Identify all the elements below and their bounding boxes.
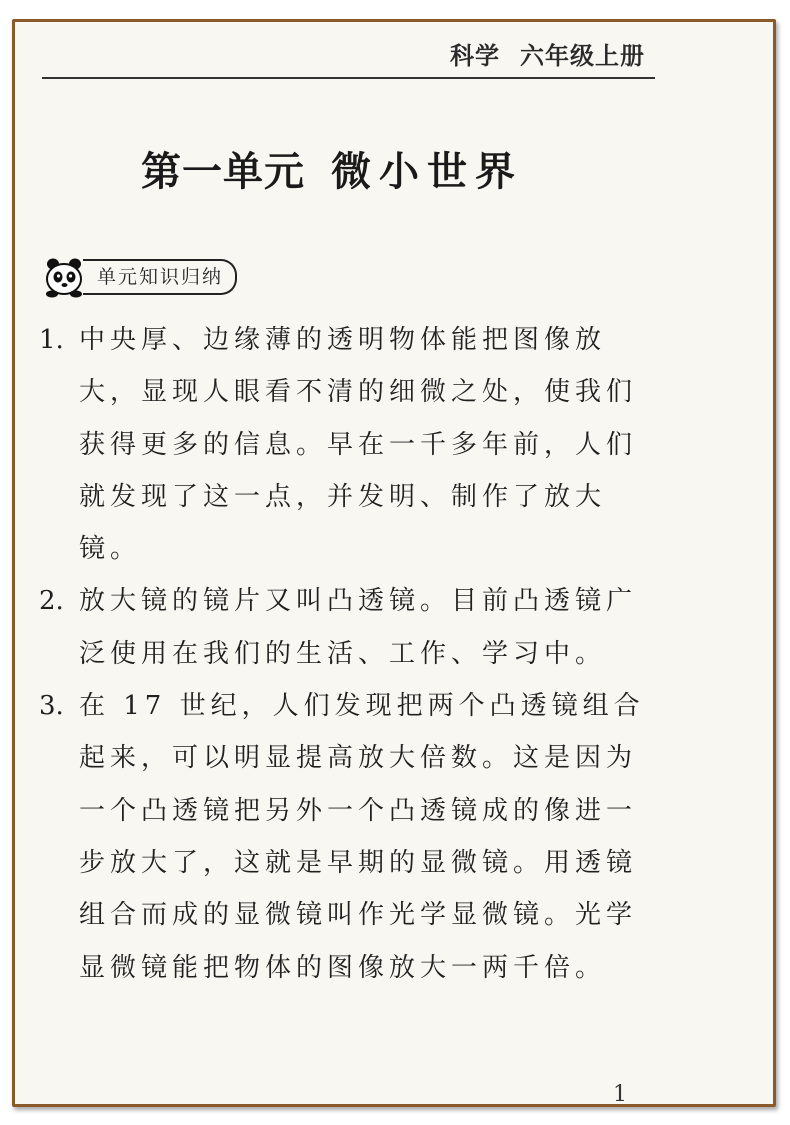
panda-icon xyxy=(43,256,87,298)
section-label: 单元知识归纳 xyxy=(83,259,237,295)
knowledge-list xyxy=(39,314,659,994)
page-number: 1 xyxy=(613,1082,627,1107)
list-item xyxy=(39,575,659,680)
unit-number: 第一单元 xyxy=(141,148,305,195)
item-text: 在 17 世纪，人们发现把两个凸透镜组合起来，可以明显提高放大倍数。这是因为一个凸透镜把另外一个凸透镜成的像进一步放大了，这就是早期的显微镜。用透镜组合而成的显微镜叫作光学显微镜。光学显微镜能把物体的图像放大一两千倍。 xyxy=(79,691,645,983)
book-page xyxy=(12,19,776,1107)
section-banner xyxy=(43,256,237,298)
header-divider xyxy=(42,77,655,79)
item-number: 1. xyxy=(39,325,64,355)
unit-name: 微小世界 xyxy=(331,148,523,195)
header-grade: 六年级上册 xyxy=(520,41,645,70)
item-number: 3. xyxy=(39,691,64,722)
page-header xyxy=(450,36,645,71)
header-subject: 科学 xyxy=(450,41,500,70)
item-number: 2. xyxy=(39,586,64,617)
item-text: 中央厚、边缘薄的透明物体能把图像放大，显现人眼看不清的细微之处，使我们获得更多的信息。早在一千多年前，人们就发现了这一点，并发明、制作了放大镜。 xyxy=(79,325,638,565)
unit-title xyxy=(141,140,523,197)
list-item xyxy=(39,680,659,994)
list-item xyxy=(39,314,659,575)
item-text: 放大镜的镜片又叫凸透镜。目前凸透镜广泛使用在我们的生活、工作、学习中。 xyxy=(79,586,638,669)
